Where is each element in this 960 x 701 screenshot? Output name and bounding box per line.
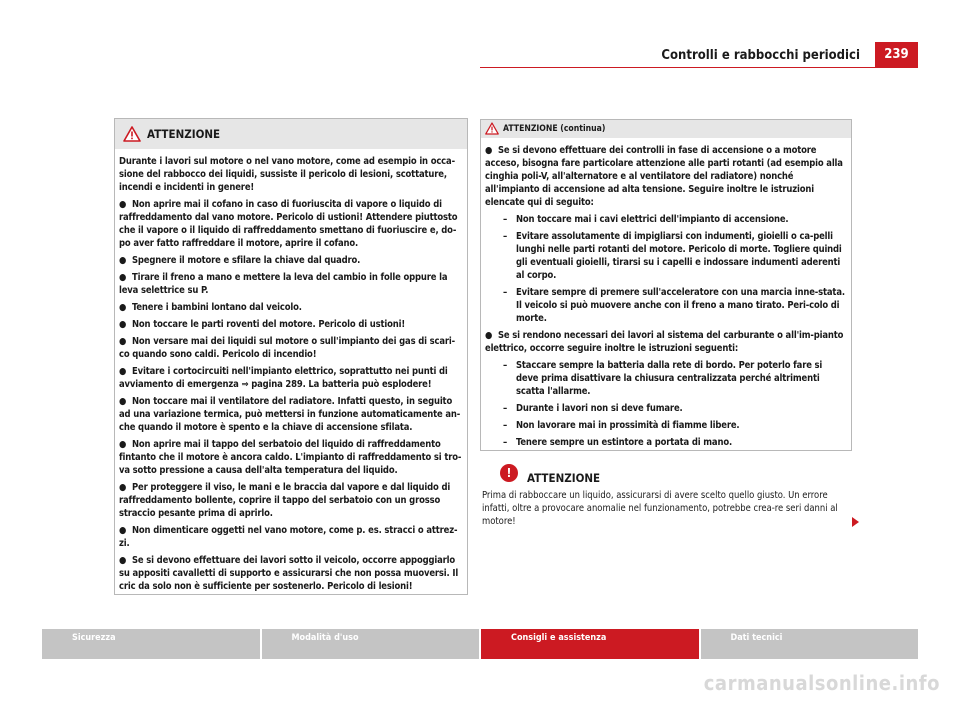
list-item: ● Tirare il freno a mano e mettere la leva del cambio in folle oppure la leva selettrice su P.	[119, 272, 448, 296]
list-item: ● Se si rendono necessari dei lavori al sistema del carburante o all'im-pianto elettrico, occorre seguire inoltre le istruzioni seguenti:	[485, 330, 844, 354]
warning-box-title: ATTENZIONE (continua)	[503, 124, 606, 134]
list-item: ● Non versare mai dei liquidi sul motore o sull'impianto dei gas di scari-co quando sono caldi. Pericolo di incendio!	[119, 336, 456, 360]
list-item: ● Non toccare le parti roventi del motore. Pericolo di ustioni!	[119, 319, 406, 330]
section-title: Controlli e rabbocchi periodici	[661, 48, 860, 63]
list-item: ● Per proteggere il viso, le mani e le braccia dal vapore e dal liquido di raffreddamento bollente, coprire il tappo del serbatoio con un grosso straccio pesante prima di aprirlo.	[119, 482, 451, 519]
notice-text: Prima di rabboccare un liquido, assicurarsi di avere scelto quello giusto. Un errore infatti, oltre a provocare anomalie nel funzionamento, potrebbe crea-re seri danni al motore!	[482, 490, 838, 527]
warning-box-continued	[480, 119, 852, 451]
list-item: ● Non aprire mai il cofano in caso di fuoriuscita di vapore o liquido di raffreddamento dal vano motore. Pericolo di ustioni! Attendere piuttosto che il vapore o il liquido di raffreddamento smettano di fuoriuscire e, do-po aver fatto raffreddare il motore, aprire il cofano.	[119, 199, 458, 249]
warning-box-header	[481, 120, 851, 138]
sub-list-item: – Evitare assolutamente di impigliarsi con indumenti, gioielli o ca-pelli lunghi nelle parti rotanti del motore. Pericolo di morte. Togliere quindi gli eventuali gioielli, tirarsi su i capelli e indossare indumenti aderenti al corpo.	[503, 231, 842, 281]
list-item: ● Spegnere il motore e sfilare la chiave dal quadro.	[119, 255, 361, 266]
watermark: carmanualsonline.info	[703, 671, 940, 695]
header-rule	[480, 67, 918, 68]
sub-list-item: – Tenere sempre un estintore a portata di mano.	[503, 437, 733, 448]
list-item: ● Non toccare mai il ventilatore del radiatore. Infatti questo, in seguito ad una variazione termica, può mettersi in funzione automaticamente an-che quando il motore è spento e la chiave di accensione sfilata.	[119, 396, 461, 433]
sub-list-item: – Durante i lavori non si deve fumare.	[503, 403, 683, 414]
warning-box-title: ATTENZIONE	[147, 127, 221, 141]
warning-triangle-icon	[485, 122, 499, 135]
footer-tab-dati-tecnici[interactable]: Dati tecnici	[701, 629, 919, 659]
list-item: ● Evitare i cortocircuiti nell'impianto elettrico, soprattutto nei punti di avviamento di emergenza ⇒ pagina 289. La batteria può esplodere!	[119, 366, 448, 390]
footer-tab-sicurezza[interactable]: Sicurezza	[42, 629, 260, 659]
footer-nav	[42, 629, 918, 659]
list-item: ● Se si devono effettuare dei lavori sotto il veicolo, occorre appoggiarlo su appositi cavalletti di supporto e assicurarsi che non possa muoversi. Il cric da solo non è sufficiente per sostenerlo. Pericolo di lesioni!	[119, 555, 459, 592]
notice-title: ATTENZIONE	[527, 471, 601, 485]
continue-arrow-icon	[852, 517, 859, 527]
sub-list-item: – Non lavorare mai in prossimità di fiamme libere.	[503, 420, 740, 431]
warning-box-header	[115, 119, 467, 149]
warning-box	[114, 118, 468, 595]
footer-tab-consigli[interactable]: Consigli e assistenza	[481, 629, 699, 659]
list-item: ● Non aprire mai il tappo del serbatoio del liquido di raffreddamento fintanto che il motore è ancora caldo. L'impianto di raffreddamento si tro-va sotto pressione a causa dell'alta temperatura del liquido.	[119, 439, 462, 476]
page-number: 239	[875, 42, 918, 67]
list-item: ● Tenere i bambini lontano dal veicolo.	[119, 302, 302, 313]
warning-box-body	[481, 138, 851, 449]
sub-list-item: – Staccare sempre la batteria dalla rete di bordo. Per poterlo fare si deve prima disattivare la chiusura centralizzata perché altrimenti scatta l'allarme.	[503, 360, 823, 397]
warning-box-body	[115, 149, 467, 593]
sub-list-item: – Non toccare mai i cavi elettrici dell'impianto di accensione.	[503, 214, 789, 225]
list-item: ● Non dimenticare oggetti nel vano motore, come p. es. stracci o attrez-zi.	[119, 525, 458, 549]
list-item: ● Se si devono effettuare dei controlli in fase di accensione o a motore acceso, bisogna fare particolare attenzione alle parti rotanti (ad esempio alla cinghia poli-V, all'alternatore e al ventilatore del radiatore) nonché all'impianto di accensione ad alta tensione. Seguire inoltre le istruzioni elencate qui di seguito:	[485, 145, 843, 208]
exclamation-circle-icon: !	[500, 464, 518, 482]
warning-triangle-icon	[123, 126, 141, 142]
footer-tab-modalita[interactable]: Modalità d'uso	[262, 629, 480, 659]
warning-intro: Durante i lavori sul motore o nel vano motore, come ad esempio in occa-sione del rabbocco dei liquidi, sussiste il pericolo di lesioni, scottature, incendi e incidenti in genere!	[119, 156, 455, 193]
sub-list-item: – Evitare sempre di premere sull'acceleratore con una marcia inne-stata. Il veicolo si può muovere anche con il freno a mano tirato. Peri-colo di morte.	[503, 287, 845, 324]
